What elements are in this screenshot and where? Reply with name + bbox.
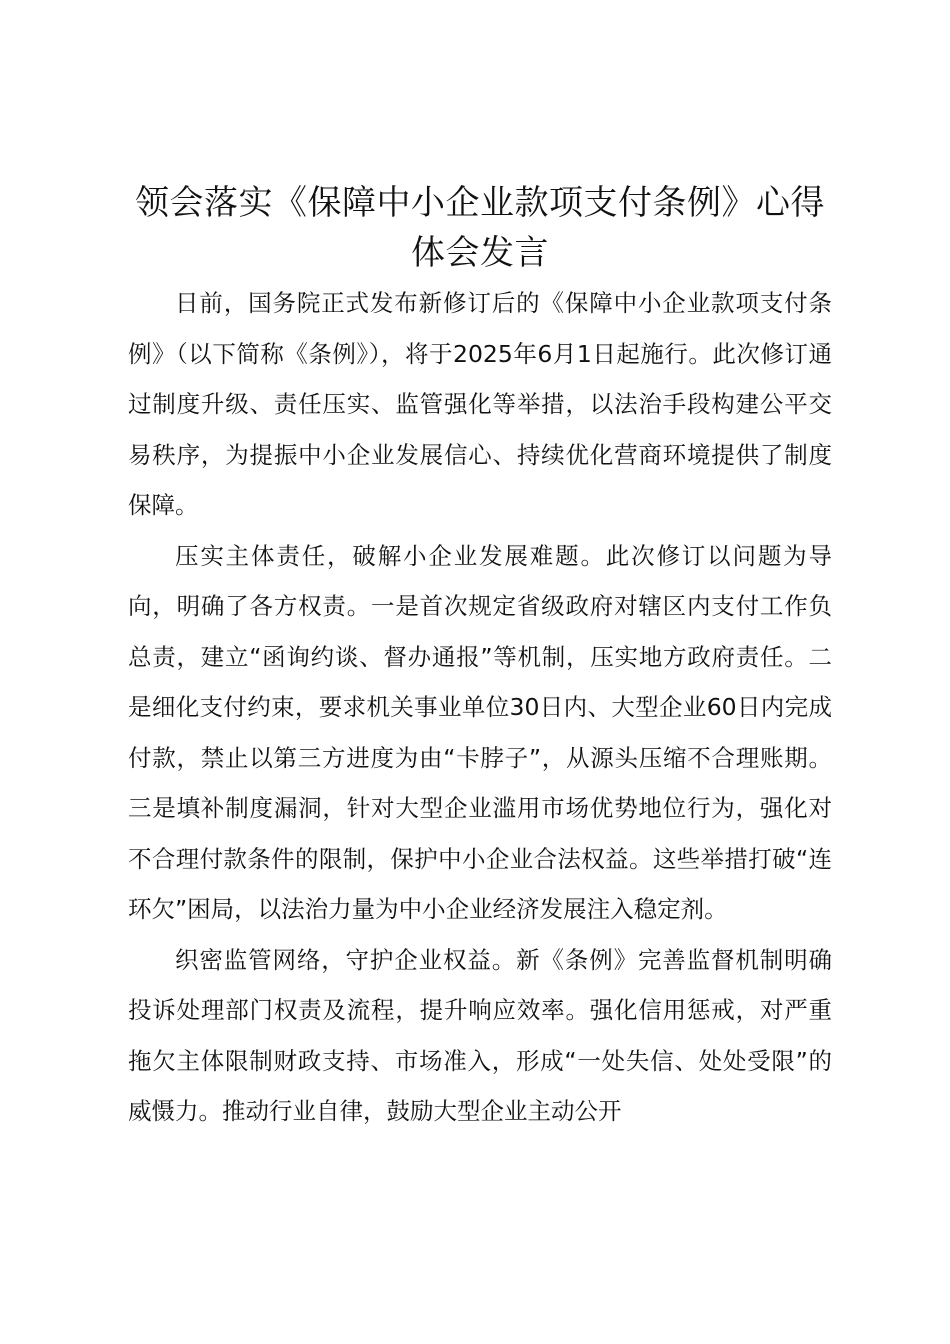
document-page xyxy=(128,178,832,1137)
title-line-2: 体会发言 xyxy=(411,233,549,273)
paragraph-3: 织密监管网络，守护企业权益。新《条例》完善监督机制明确投诉处理部门权责及流程，提升响应效率。强化信用惩戒，对严重拖欠主体限制财政支持、市场准入，形成“一处失信、处处受限”的威慑力。推动行业自律，鼓励大型企业主动公开 xyxy=(128,945,832,1125)
document-title xyxy=(128,178,832,278)
paragraph-1: 日前，国务院正式发布新修订后的《保障中小企业款项支付条例》（以下简称《条例》），将于2025年6月1日起施行。此次修订通过制度升级、责任压实、监管强化等举措，以法治手段构建公平交易秩序，为提振中小企业发展信心、持续优化营商环境提供了制度保障。 xyxy=(128,289,832,519)
title-line-1: 领会落实《保障中小企业款项支付条例》心得 xyxy=(135,183,825,223)
paragraph-2: 压实主体责任，破解小企业发展难题。此次修订以问题为导向，明确了各方权责。一是首次规定省级政府对辖区内支付工作负总责，建立“函询约谈、督办通报”等机制，压实地方政府责任。二是细化支付约束，要求机关事业单位30日内、大型企业60日内完成付款，禁止以第三方进度为由“卡脖子”，从源头压缩不合理账期。三是填补制度漏洞，针对大型企业滥用市场优势地位行为，强化对不合理付款条件的限制，保护中小企业合法权益。这些举措打破“连环欠”困局，以法治力量为中小企业经济发展注入稳定剂。 xyxy=(128,541,832,923)
